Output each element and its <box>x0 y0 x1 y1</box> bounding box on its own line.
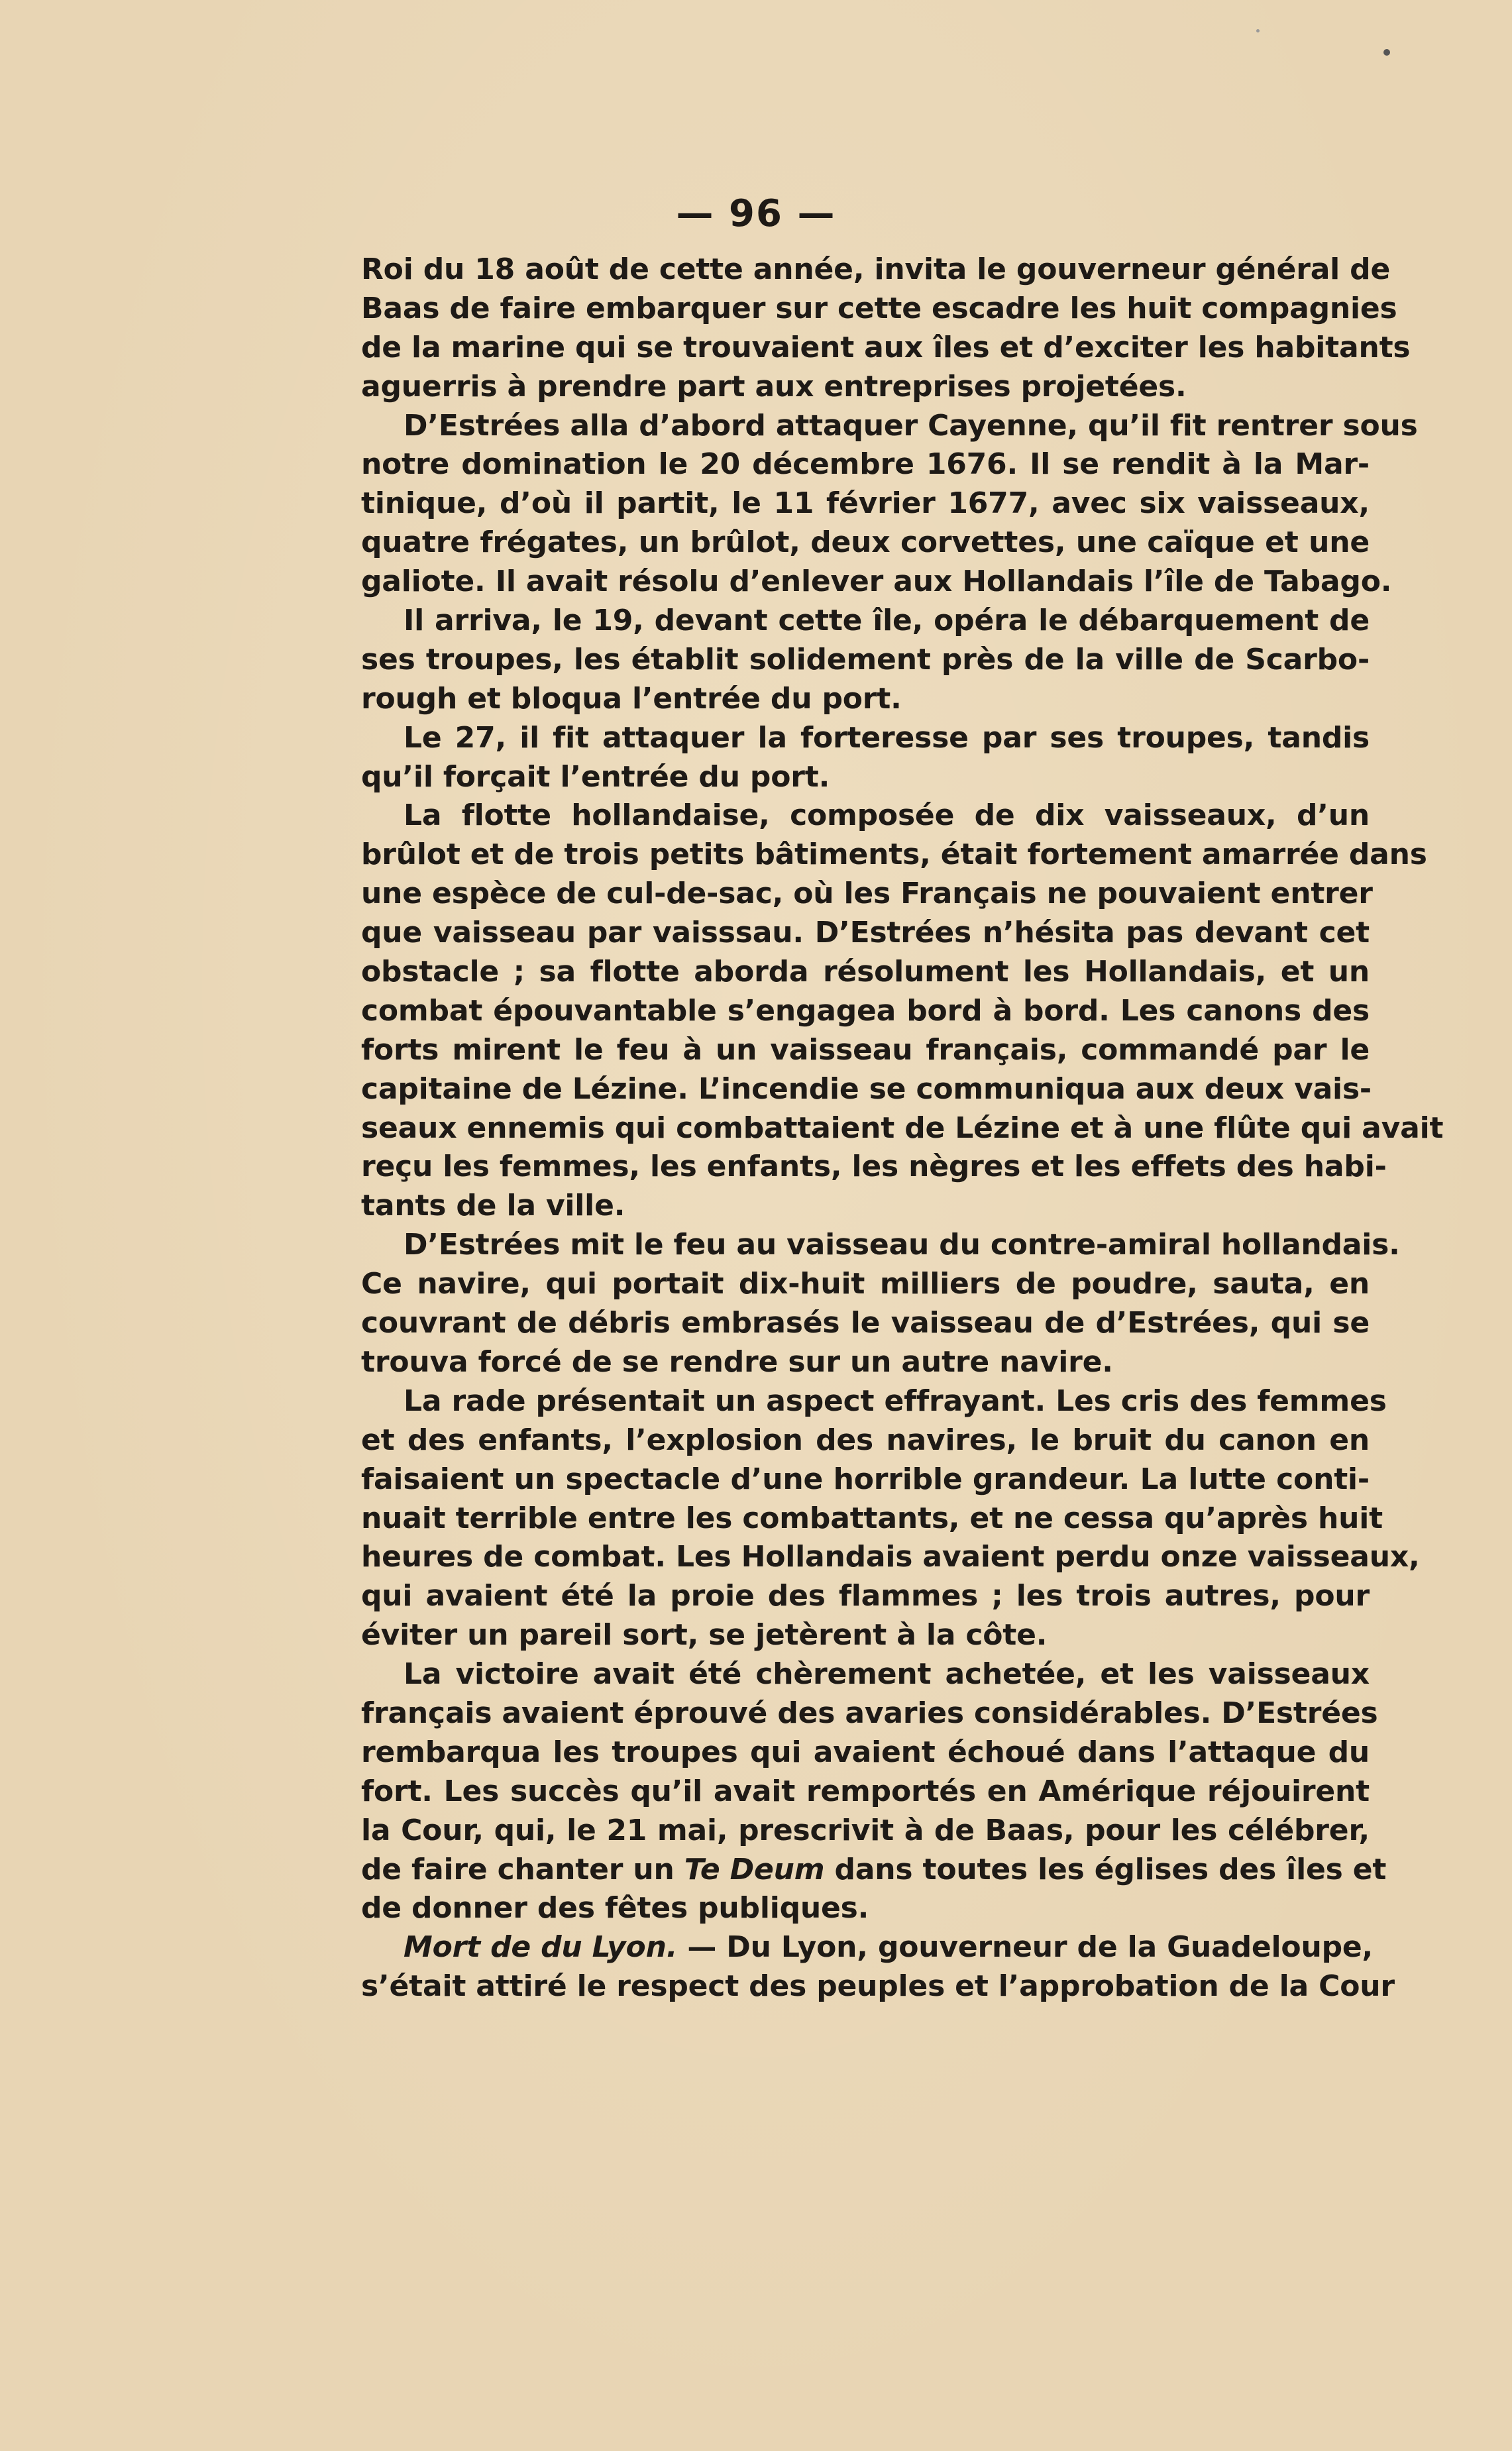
text-lines <box>361 250 1444 1851</box>
text-line: de la marine qui se trouvaient aux îles et d’exciter les habitants <box>361 330 1411 364</box>
text-line: notre domination le 20 décembre 1676. Il se rendit à la Mar- <box>361 447 1370 482</box>
text-line: couvrant de débris embrasés le vaisseau de d’Estrées, qui se <box>361 1306 1370 1340</box>
text-line-te-deum <box>361 1851 1387 1890</box>
text-line-mort-du-lyon <box>361 1928 1374 1967</box>
text-line: une espèce de cul-de-sac, où les Français ne pouvaient entrer <box>361 877 1373 911</box>
text-segment: de faire chanter un <box>361 1852 684 1886</box>
text-line: forts mirent le feu à un vaisseau français, commandé par le <box>361 1032 1370 1067</box>
text-line: et des enfants, l’explosion des navires, le bruit du canon en <box>361 1423 1370 1457</box>
text-line: français avaient éprouvé des avaries considérables. D’Estrées <box>361 1696 1378 1730</box>
text-line: aguerris à prendre part aux entreprises projetées. <box>361 369 1187 404</box>
text-line: qui avaient été la proie des flammes ; les trois autres, pour <box>361 1579 1370 1613</box>
text-line: rough et bloqua l’entrée du port. <box>361 681 902 716</box>
text-line: qu’il forçait l’entrée du port. <box>361 759 830 794</box>
text-line: Il arriva, le 19, devant cette île, opéra le débarquement de <box>404 604 1370 638</box>
text-line: Roi du 18 août de cette année, invita le gouverneur général de <box>361 252 1391 286</box>
text-line: reçu les femmes, les enfants, les nègres et les effets des habi- <box>361 1150 1387 1184</box>
page-body-text <box>361 250 1444 2006</box>
text-line: La victoire avait été chèrement achetée, et les vaisseaux <box>404 1657 1370 1692</box>
text-line: éviter un pareil sort, se jetèrent à la côte. <box>361 1618 1048 1653</box>
text-line: que vaisseau par vaisssau. D’Estrées n’hésita pas devant cet <box>361 916 1370 950</box>
text-line: quatre frégates, un brûlot, deux corvettes, une caïque et une <box>361 525 1370 560</box>
text-line: La rade présentait un aspect effrayant. Les cris des femmes <box>404 1384 1387 1418</box>
text-line: faisaient un spectacle d’une horrible grandeur. La lutte conti- <box>361 1462 1370 1496</box>
text-line: ses troupes, les établit solidement près de la ville de Scarbo- <box>361 642 1370 677</box>
text-segment: — Du Lyon, gouverneur de la Guadeloupe, <box>677 1930 1374 1965</box>
text-line: La flotte hollandaise, composée de dix vaisseaux, d’un <box>404 798 1370 833</box>
text-line: obstacle ; sa flotte aborda résolument les Hollandais, et un <box>361 955 1370 989</box>
text-segment: dans toutes les églises des îles et <box>824 1852 1387 1886</box>
text-line: combat épouvantable s’engagea bord à bord. Les canons des <box>361 993 1370 1028</box>
text-line-final: s’était attiré le respect des peuples et l’approbation de la Cour <box>361 1969 1395 2004</box>
ink-speck <box>1256 29 1260 32</box>
text-line: heures de combat. Les Hollandais avaient perdu onze vaisseaux, <box>361 1540 1420 1574</box>
text-line: capitaine de Lézine. L’incendie se communiqua aux deux vais- <box>361 1071 1372 1106</box>
text-line: seaux ennemis qui combattaient de Lézine et à une flûte qui avait <box>361 1111 1444 1145</box>
te-deum-italic: Te Deum <box>684 1852 825 1886</box>
ink-speck <box>1383 49 1390 56</box>
page-number: — 96 — <box>676 192 836 235</box>
text-line: Ce navire, qui portait dix-huit milliers de poudre, sauta, en <box>361 1267 1370 1301</box>
text-line: la Cour, qui, le 21 mai, prescrivit à de Baas, pour les célébrer, <box>361 1813 1370 1847</box>
text-line: galiote. Il avait résolu d’enlever aux Hollandais l’île de Tabago. <box>361 565 1392 599</box>
text-line-fetes: de donner des fêtes publiques. <box>361 1891 869 1926</box>
text-line: tants de la ville. <box>361 1189 625 1223</box>
text-line: D’Estrées mit le feu au vaisseau du contre-amiral hollandais. <box>404 1228 1400 1262</box>
text-line: fort. Les succès qu’il avait remportés en Amérique réjouirent <box>361 1774 1370 1808</box>
section-heading-italic: Mort de du Lyon. <box>404 1930 678 1965</box>
text-line: rembarqua les troupes qui avaient échoué dans l’attaque du <box>361 1735 1370 1769</box>
text-line: trouva forcé de se rendre sur un autre navire. <box>361 1344 1113 1379</box>
text-line: Le 27, il fit attaquer la forteresse par ses troupes, tandis <box>404 720 1370 755</box>
text-line: brûlot et de trois petits bâtiments, était fortement amarrée dans <box>361 838 1427 872</box>
text-line: Baas de faire embarquer sur cette escadre les huit compagnies <box>361 291 1397 325</box>
text-line: nuait terrible entre les combattants, et ne cessa qu’après huit <box>361 1501 1383 1535</box>
text-line: D’Estrées alla d’abord attaquer Cayenne, qu’il fit rentrer sous <box>404 408 1418 443</box>
text-line: tinique, d’où il partit, le 11 février 1677, avec six vaisseaux, <box>361 486 1370 521</box>
